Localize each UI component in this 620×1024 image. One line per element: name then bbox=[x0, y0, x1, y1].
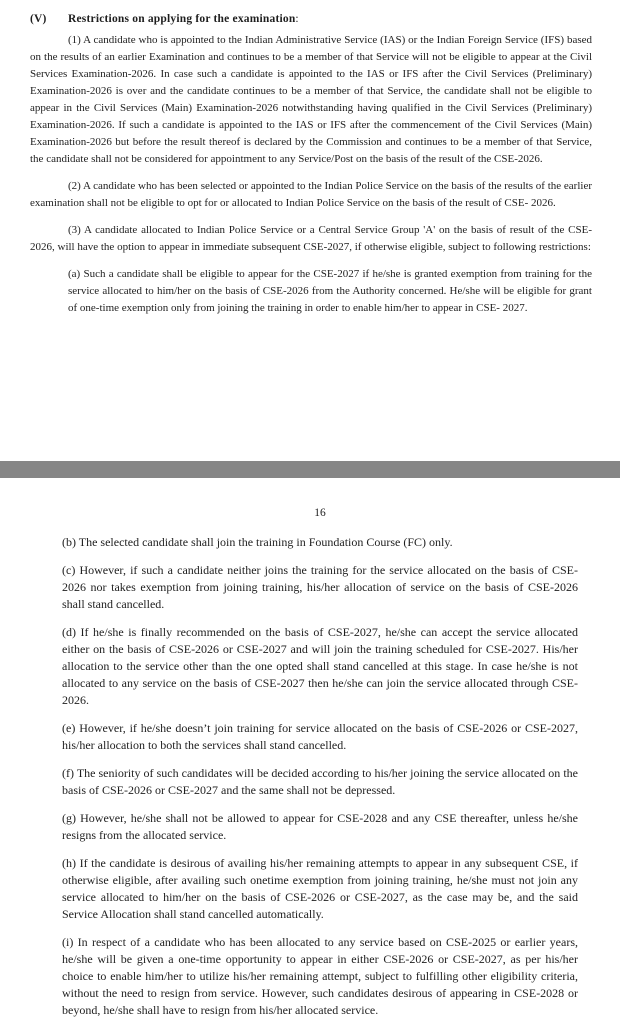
section-heading bbox=[30, 11, 592, 28]
item-i: (i) In respect of a candidate who has been allocated to any service based on CSE-2025 or earlier years, he/she will be given a one-time opportunity to appear in either CSE-2026 or CSE-2027, as per his/her choice to enable him/her to utilize his/her remaining attempt, subject to fulfilling other eligibility criteria, without the need to resign from service. However, such candidates desirous of appearing in CSE-2028 or beyond, he/she shall have to resign from his/her allocated service. bbox=[62, 935, 578, 1017]
section-title-colon: : bbox=[295, 13, 299, 25]
paragraph-1: (1) A candidate who is appointed to the Indian Administrative Service (IAS) or the Indian Foreign Service (IFS) based on the results of an earlier Examination and continues to be a member of that Service will not be eligible to appear at the Civil Services Examination-2026. In case such a candidate is appointed to the IAS or IFS after the Civil Services (Preliminary) Examination-2026 is over and the candidate continues to be a member of that Service, the candidate shall not be eligible to appear in the Civil Services (Main) Examination-2026 notwithstanding having qualified in the Civil Services (Preliminary) Examination-2026. If such a candidate is appointed to the IAS or IFS after the commencement of the Civil Services (Main) Examination-2026 but before the result thereof is declared by the Commission and continues to be a member of that Service, the candidate shall not be considered for appointment to any Service/Post on the basis of the result of the CSE-2026. bbox=[30, 34, 592, 165]
section-title-text: Restrictions on applying for the examination bbox=[68, 13, 296, 25]
page-16-content bbox=[0, 478, 620, 1024]
item-b: (b) The selected candidate shall join the training in Foundation Course (FC) only. bbox=[62, 535, 453, 549]
sub-paragraph-a: (a) Such a candidate shall be eligible to appear for the CSE-2027 if he/she is granted exemption from training for the service allocated to him/her on the basis of CSE-2026 from the Authority concerned. He/she will be eligible for grant of one-time exemption only from joining the training in order to enable him/her to appear in CSE- 2027. bbox=[68, 268, 592, 314]
paragraph-3: (3) A candidate allocated to Indian Police Service or a Central Service Group 'A' on the basis of result of the CSE-2026, will have the option to appear in immediate subsequent CSE-2027, if otherwise eligible, subject to following restrictions: bbox=[30, 224, 592, 253]
page-15-content bbox=[0, 0, 620, 461]
item-c: (c) However, if such a candidate neither joins the training for the service allocated on the basis of CSE-2026 nor takes exemption from joining training, his/her allocation of service on the basis of CSE-2026 shall stand cancelled. bbox=[62, 563, 578, 611]
section-label: (V) bbox=[30, 13, 47, 25]
item-h: (h) If the candidate is desirous of availing his/her remaining attempts to appear in any subsequent CSE, if otherwise eligible, after availing such onetime exemption from joining training, he/she must not join any service allocated to him/her on the basis of CSE-2026 or CSE-2027, as the case may be, and the said Service Allocation shall stand cancelled automatically. bbox=[62, 856, 578, 921]
item-f: (f) The seniority of such candidates will be decided according to his/her joining the service allocated on the basis of CSE-2026 or CSE-2027 and the same shall not be depressed. bbox=[62, 766, 578, 797]
item-e: (e) However, if he/she doesn’t join training for service allocated on the basis of CSE-2026 or CSE-2027, his/her allocation to both the services shall stand cancelled. bbox=[62, 721, 578, 752]
item-g: (g) However, he/she shall not be allowed to appear for CSE-2028 and any CSE thereafter, unless he/she resigns from the allocated service. bbox=[62, 811, 578, 842]
paragraph-2: (2) A candidate who has been selected or appointed to the Indian Police Service on the basis of the results of the earlier examination shall not be eligible to opt for or allocated to Indian Police Service on the basis of the result of CSE- 2026. bbox=[30, 180, 592, 209]
page-number: 16 bbox=[314, 507, 326, 519]
page-break-bar bbox=[0, 461, 620, 478]
item-d: (d) If he/she is finally recommended on the basis of CSE-2027, he/she can accept the service allocated either on the basis of CSE-2026 or CSE-2027 and will join the training scheduled for CSE-2027. His/her allocation to the service other than the one opted shall stand cancelled at this stage. In case he/she is not allocated to any service on the basis of CSE-2027 then he/she can join the service allocated through CSE-2026. bbox=[62, 625, 578, 707]
section-title bbox=[68, 11, 299, 28]
